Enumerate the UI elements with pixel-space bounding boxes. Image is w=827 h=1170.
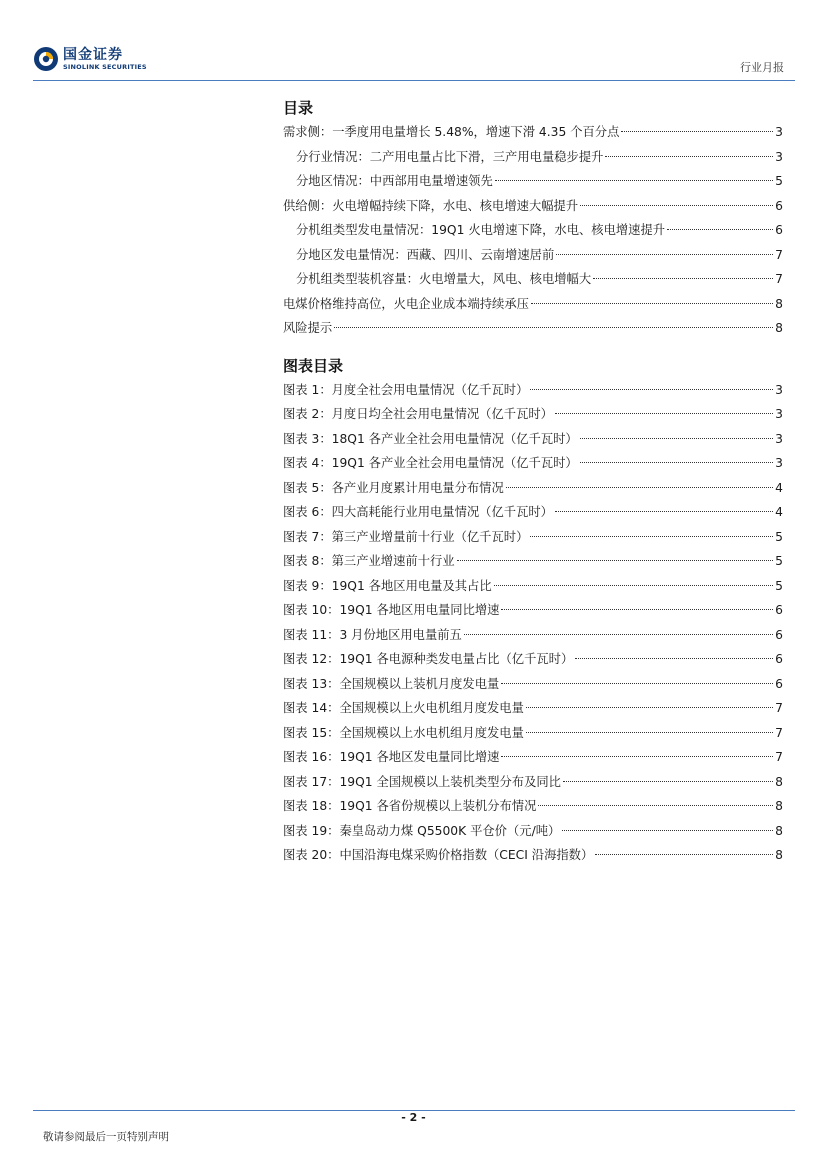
figure-entry-page: 5 (775, 578, 783, 593)
dot-leader (538, 805, 773, 806)
figure-entry[interactable] (283, 451, 783, 476)
figure-entry-page: 5 (775, 554, 783, 568)
figure-entry[interactable] (283, 378, 783, 403)
header-divider (33, 80, 795, 81)
figure-entry-label: 图表 5：各产业月度累计用电量分布情况 (283, 480, 504, 495)
dot-leader (595, 854, 773, 855)
toc-entry[interactable] (283, 292, 783, 317)
dot-leader (494, 585, 774, 586)
logo-chinese-name: 国金证券 (63, 47, 123, 63)
dot-leader (495, 180, 773, 181)
dot-leader (605, 156, 773, 157)
figure-entry[interactable] (283, 745, 783, 770)
dot-leader (575, 658, 773, 659)
toc-entry-label: 分行业情况：二产用电量占比下滑，三产用电量稳步提升 (296, 149, 604, 164)
figure-entry-label: 图表 11：3 月份地区用电量前五 (283, 627, 462, 642)
figure-entry[interactable] (283, 598, 783, 623)
dot-leader (580, 205, 773, 206)
figure-entry-page: 7 (775, 750, 783, 764)
figure-entry-label: 图表 2：月度日均全社会用电量情况（亿千瓦时） (283, 407, 553, 421)
dot-leader (580, 438, 773, 439)
sinolink-logo-icon (33, 46, 59, 72)
section-spacer (283, 341, 783, 354)
disclaimer-note: 敬请参阅最后一页特别声明 (43, 1131, 169, 1143)
dot-leader (526, 732, 773, 733)
figure-entry-label: 图表 7：第三产业增量前十行业（亿千瓦时） (283, 529, 529, 544)
toc-entry-page: 7 (775, 247, 783, 262)
figure-entry[interactable] (283, 819, 783, 844)
figure-entry-label: 图表 20：中国沿海电煤采购价格指数（CECI 沿海指数） (283, 848, 594, 862)
toc-list (283, 120, 783, 341)
figure-entry[interactable] (283, 843, 783, 868)
toc-entry-page: 5 (775, 174, 783, 188)
toc-entry-label: 需求侧：一季度用电量增长 5.48%，增速下滑 4.35 个百分点 (283, 125, 620, 139)
figure-entry-page: 6 (775, 652, 783, 666)
figure-entry-label: 图表 9：19Q1 各地区用电量及其占比 (283, 578, 492, 593)
figure-entry-page: 8 (775, 774, 783, 789)
figure-entry[interactable] (283, 672, 783, 697)
dot-leader (555, 511, 773, 512)
figure-entry[interactable] (283, 500, 783, 525)
figure-entry-label: 图表 15：全国规模以上水电机组月度发电量 (283, 725, 524, 740)
figure-entry[interactable] (283, 574, 783, 599)
dot-leader (530, 389, 773, 390)
toc-entry[interactable] (283, 145, 783, 170)
toc-entry[interactable] (283, 194, 783, 219)
figure-entry-page: 7 (775, 701, 783, 715)
figure-entry[interactable] (283, 476, 783, 501)
figure-entry-page: 3 (775, 407, 783, 421)
dot-leader (457, 560, 774, 561)
figure-entry[interactable] (283, 525, 783, 550)
dot-leader (501, 756, 773, 757)
figure-entry[interactable] (283, 549, 783, 574)
toc-entry-label: 分地区情况：中西部用电量增速领先 (296, 174, 493, 188)
figure-entry-label: 图表 3：18Q1 各产业全社会用电量情况（亿千瓦时） (283, 431, 578, 446)
toc-entry[interactable] (283, 316, 783, 341)
dot-leader (556, 254, 773, 255)
figure-entry[interactable] (283, 427, 783, 452)
figure-entry[interactable] (283, 794, 783, 819)
toc-entry-page: 7 (775, 272, 783, 286)
figure-entry-label: 图表 16：19Q1 各地区发电量同比增速 (283, 750, 500, 764)
toc-entry-page: 3 (775, 125, 783, 139)
figure-entry-page: 6 (775, 603, 783, 617)
figure-entry-page: 6 (775, 676, 783, 691)
toc-entry[interactable] (283, 267, 783, 292)
logo-english-name: SINOLINK SECURITIES (63, 63, 147, 71)
toc-entry-page: 6 (775, 223, 783, 237)
company-logo (33, 46, 147, 72)
toc-entry[interactable] (283, 169, 783, 194)
figure-entry-label: 图表 10：19Q1 各地区用电量同比增速 (283, 603, 500, 617)
toc-entry-label: 分地区发电量情况：西藏、四川、云南增速居前 (296, 247, 555, 262)
figure-entry-page: 3 (775, 431, 783, 446)
figure-entry-label: 图表 1：月度全社会用电量情况（亿千瓦时） (283, 382, 529, 397)
dot-leader (530, 536, 773, 537)
dot-leader (334, 327, 773, 328)
figure-entry-label: 图表 12：19Q1 各电源种类发电量占比（亿千瓦时） (283, 652, 574, 666)
toc-entry-page: 3 (775, 149, 783, 164)
toc-entry-label: 供给侧：火电增幅持续下降，水电、核电增速大幅提升 (283, 198, 579, 213)
page-number: - 2 - (401, 1111, 426, 1124)
page-header (0, 0, 827, 82)
figure-entry-label: 图表 4：19Q1 各产业全社会用电量情况（亿千瓦时） (283, 456, 578, 470)
figure-entry-page: 8 (775, 848, 783, 862)
figure-entry-label: 图表 14：全国规模以上火电机组月度发电量 (283, 701, 524, 715)
figure-entry[interactable] (283, 770, 783, 795)
dot-leader (531, 303, 773, 304)
figure-entry-page: 8 (775, 823, 783, 838)
figure-entry-label: 图表 6：四大高耗能行业用电量情况（亿千瓦时） (283, 505, 553, 519)
dot-leader (580, 462, 773, 463)
dot-leader (621, 131, 773, 132)
figure-entry-label: 图表 19：秦皇岛动力煤 Q5500K 平仓价（元/吨） (283, 823, 561, 838)
figure-entry-page: 8 (775, 799, 783, 813)
dot-leader (501, 683, 773, 684)
figure-entry-label: 图表 13：全国规模以上装机月度发电量 (283, 676, 500, 691)
toc-entry[interactable] (283, 218, 783, 243)
dot-leader (562, 830, 773, 831)
figure-entry-label: 图表 8：第三产业增速前十行业 (283, 554, 455, 568)
toc-entry-page: 6 (775, 198, 783, 213)
toc-entry-label: 分机组类型装机容量：火电增量大，风电、核电增幅大 (296, 272, 592, 286)
figure-entry-page: 4 (775, 505, 783, 519)
dot-leader (464, 634, 773, 635)
dot-leader (667, 229, 773, 230)
figure-entry[interactable] (283, 696, 783, 721)
figure-entry-page: 4 (775, 480, 783, 495)
toc-entry-page: 8 (775, 296, 783, 311)
figures-title: 图表目录 (283, 356, 344, 375)
toc-entry[interactable] (283, 243, 783, 268)
toc-entry-label: 分机组类型发电量情况：19Q1 火电增速下降，水电、核电增速提升 (296, 223, 666, 237)
figures-list (283, 378, 783, 868)
dot-leader (506, 487, 773, 488)
table-of-contents (283, 96, 783, 868)
figure-entry-page: 7 (775, 725, 783, 740)
figure-entry[interactable] (283, 647, 783, 672)
figure-entry-page: 3 (775, 382, 783, 397)
dot-leader (563, 781, 773, 782)
dot-leader (526, 707, 773, 708)
toc-entry-label: 风险提示 (283, 321, 333, 335)
figure-entry-label: 图表 18：19Q1 各省份规模以上装机分布情况 (283, 799, 537, 813)
figure-entry-page: 5 (775, 529, 783, 544)
figure-entry[interactable] (283, 623, 783, 648)
figure-entry-page: 6 (775, 627, 783, 642)
toc-title: 目录 (283, 99, 314, 117)
dot-leader (593, 278, 773, 279)
report-type-label: 行业月报 (740, 61, 784, 74)
toc-entry[interactable] (283, 120, 783, 145)
dot-leader (501, 609, 773, 610)
figure-entry[interactable] (283, 402, 783, 427)
toc-entry-label: 电煤价格维持高位，火电企业成本端持续承压 (283, 296, 529, 311)
dot-leader (555, 413, 773, 414)
figure-entry-page: 3 (775, 456, 783, 470)
figure-entry-label: 图表 17：19Q1 全国规模以上装机类型分布及同比 (283, 774, 561, 789)
figure-entry[interactable] (283, 721, 783, 746)
toc-entry-page: 8 (775, 321, 783, 335)
